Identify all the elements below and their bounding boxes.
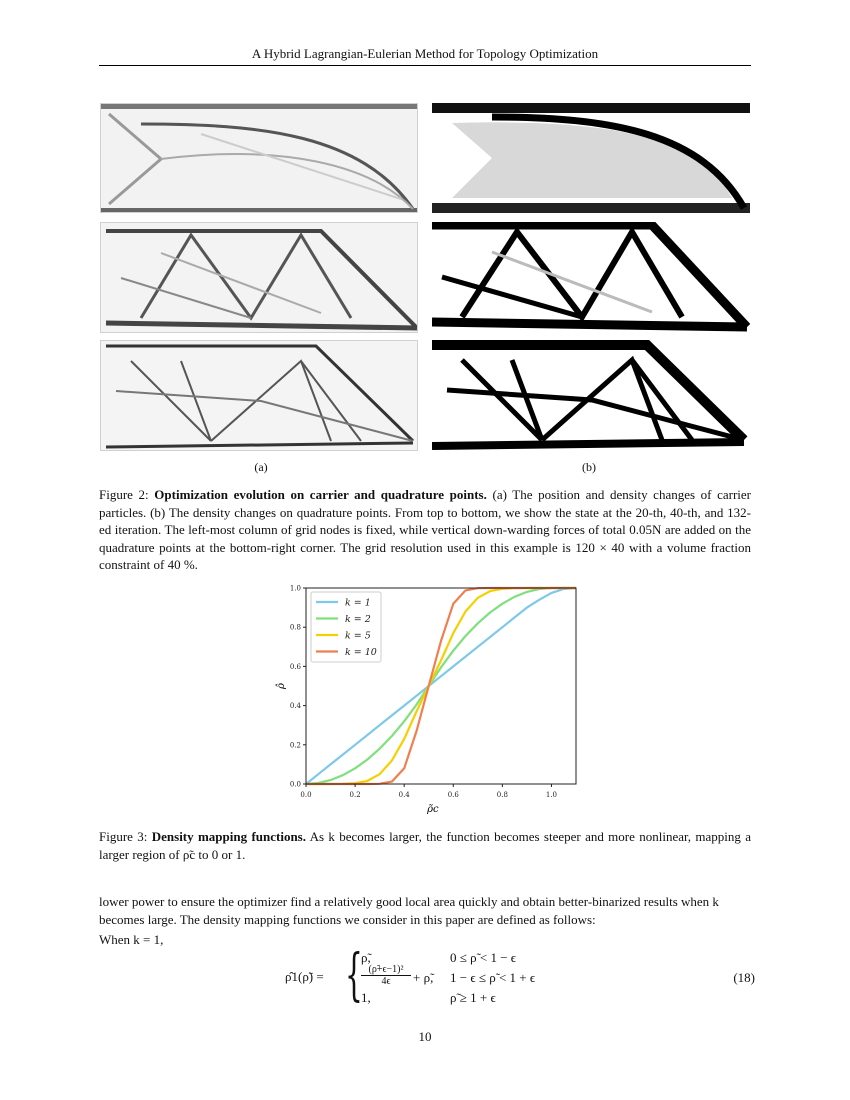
x-tick-label: 0.8 — [496, 791, 508, 799]
body-paragraph: lower power to ensure the optimizer find a relatively good local area quickly and obtain better-binarized results when k becomes large. The density mapping functions we consider in this paper are defined as follows: — [99, 894, 719, 927]
subfigure-label-b: (b) — [582, 460, 596, 474]
quadrature-panel-iter20 — [432, 103, 750, 213]
equation-case3-cond: ρ̃ ≥ 1 + ϵ — [450, 990, 496, 1005]
equation-case2-tail: + ρ̃, — [413, 970, 434, 985]
equation-case3-expr: 1, — [361, 990, 371, 1005]
y-tick-label: 1.0 — [289, 584, 301, 593]
figure3-caption — [99, 828, 751, 863]
y-axis-label: ρ̂ — [276, 683, 287, 689]
figure2-caption — [99, 486, 751, 574]
header-rule — [99, 65, 751, 66]
carrier-panel-iter20 — [100, 103, 418, 213]
when-line: When k = 1, — [99, 932, 164, 947]
x-tick-label: 0.0 — [300, 791, 312, 799]
equation-brace: { — [345, 943, 363, 1008]
legend-label-1: k = 1 — [345, 597, 371, 609]
equation-case2-num: (ρ̃+ϵ−1)² — [361, 964, 411, 976]
caption-bold: Optimization evolution on carrier and quadrature points. — [154, 487, 487, 502]
carrier-structure-image — [101, 223, 418, 333]
caption-text: (a) The position and density changes of carrier particles. (b) The density changes on quadrature points. From top to bottom, we show the state at the 20-th, 40-th, and 132-ed iteration. The left-most column of grid nodes is fixed, while vertical down-warding forces of total 0.05N are added on the quadrature points at the bottom-right corner. The grid resolution used in this example is 120 × 40 with a volume fraction constraint of 40 %. — [99, 487, 752, 572]
x-tick-label: 1.0 — [545, 791, 558, 799]
carrier-structure-image — [101, 341, 418, 451]
x-axis-label: ρ̃c — [427, 804, 439, 815]
y-tick-label: 0.2 — [289, 741, 301, 750]
legend-label-4: k = 10 — [345, 647, 377, 658]
subfigure-label-a: (a) — [254, 460, 268, 474]
quadrature-density-image — [432, 222, 750, 333]
equation-case1-cond: 0 ≤ ρ̃ < 1 − ϵ — [450, 950, 517, 965]
page-number: 10 — [418, 1029, 432, 1044]
density-mapping-chart — [270, 578, 590, 828]
y-tick-label: 0.6 — [289, 662, 301, 671]
equation-case1-expr: ρ̃, — [361, 950, 371, 965]
equation-number: (18) — [733, 970, 755, 985]
carrier-structure-image — [101, 104, 418, 213]
equation-case2-frac — [361, 964, 411, 987]
carrier-panel-iter132 — [100, 340, 418, 451]
y-tick-label: 0.0 — [289, 780, 301, 789]
caption-bold: Density mapping functions. — [151, 829, 306, 844]
quadrature-density-image — [432, 340, 750, 451]
carrier-panel-iter40 — [100, 222, 418, 333]
x-tick-label: 0.4 — [398, 791, 410, 799]
caption-prefix: Figure 2: — [99, 487, 149, 502]
running-title: A Hybrid Lagrangian-Eulerian Method for Topology Optimization — [251, 46, 599, 61]
equation-18 — [285, 943, 755, 1010]
caption-prefix: Figure 3: — [99, 829, 148, 844]
quadrature-density-image — [432, 103, 750, 213]
equation-lhs: ρ̂1(ρ̃) = — [285, 969, 324, 984]
quadrature-panel-iter132 — [432, 340, 750, 451]
caption-text: As k becomes larger, the function becomes steeper and more nonlinear, mapping a larger region of ρ̃c to 0 or 1. — [99, 829, 752, 862]
y-tick-label: 0.4 — [289, 702, 301, 711]
y-tick-label: 0.8 — [289, 623, 301, 632]
quadrature-panel-iter40 — [432, 222, 750, 333]
legend-label-2: k = 2 — [345, 614, 371, 625]
legend-label-3: k = 5 — [345, 630, 371, 642]
x-tick-label: 0.6 — [447, 791, 459, 799]
equation-case2-den: 4ϵ — [381, 976, 391, 987]
x-tick-label: 0.2 — [349, 791, 361, 799]
equation-case2-cond: 1 − ϵ ≤ ρ̃ < 1 + ϵ — [450, 970, 536, 985]
